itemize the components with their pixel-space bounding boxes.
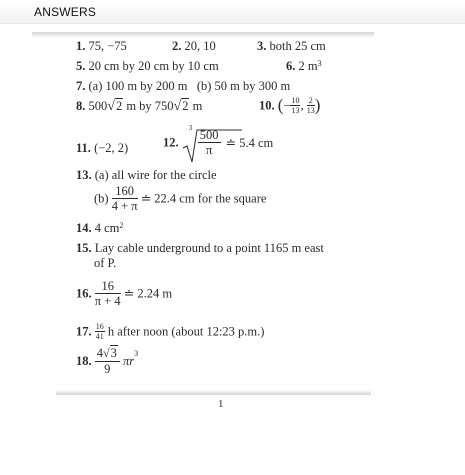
answer-13a: 13. (a) all wire for the circle xyxy=(76,168,217,182)
answer-17: 17. $\frac{16}{41}$ h after noon (about 12:23 p.m.) xyxy=(76,322,265,342)
radical-sign xyxy=(182,128,242,164)
document-page xyxy=(0,24,465,475)
page-bottom-edge xyxy=(56,390,371,395)
cube-root: 3 $\frac{500}{\pi}$ xyxy=(182,128,221,158)
answer-7: 7. (a) 100 m by 200 m (b) 50 m by 300 m xyxy=(76,79,291,93)
header-bar xyxy=(0,0,465,24)
answer-15-line1: 15. Lay cable underground to a point 1165 m east xyxy=(76,241,324,255)
answer-2: 2. 20, 10 xyxy=(172,39,216,53)
answer-8: 8. 500√2 m by 750√2 m xyxy=(76,99,203,114)
header-title: ANSWERS xyxy=(34,5,97,19)
answer-3: 3. both 25 cm xyxy=(257,39,326,53)
page-number: 1 xyxy=(218,398,224,410)
page-top-edge xyxy=(32,32,374,38)
answer-16: 16. $\frac{16}{\pi + 4}$ ≐ 2.24 m xyxy=(76,279,173,309)
answer-13b: (b) $\frac{160}{4 + \pi}$ ≐ 22.4 cm for the square xyxy=(94,184,267,214)
answer-5: 5. 20 cm by 20 cm by 10 cm xyxy=(76,59,219,73)
answer-6: 6. 2 $m^3$ xyxy=(286,59,322,73)
sqrt-symbol: √ xyxy=(103,346,110,360)
answer-10: 10. (− $\frac{10}{13}$ , $\frac{2}{13}$ ) xyxy=(259,95,321,116)
answer-1: 1. 75, −75 xyxy=(76,39,127,53)
answer-18: 18. $\frac{4√3}{9}$ $\pi r^3$ xyxy=(76,346,139,376)
answer-12: 12. 3 $\frac{500}{\pi}$ ≐ 5.4 cm xyxy=(163,128,273,158)
sqrt-symbol: √ xyxy=(173,99,182,114)
answer-14: 14. 4 $cm^2$ xyxy=(76,221,124,235)
sqrt-symbol: √ xyxy=(107,99,115,114)
answer-11: 11. (−2, 2) xyxy=(76,141,129,155)
answer-15-line2: of P. xyxy=(94,256,117,270)
